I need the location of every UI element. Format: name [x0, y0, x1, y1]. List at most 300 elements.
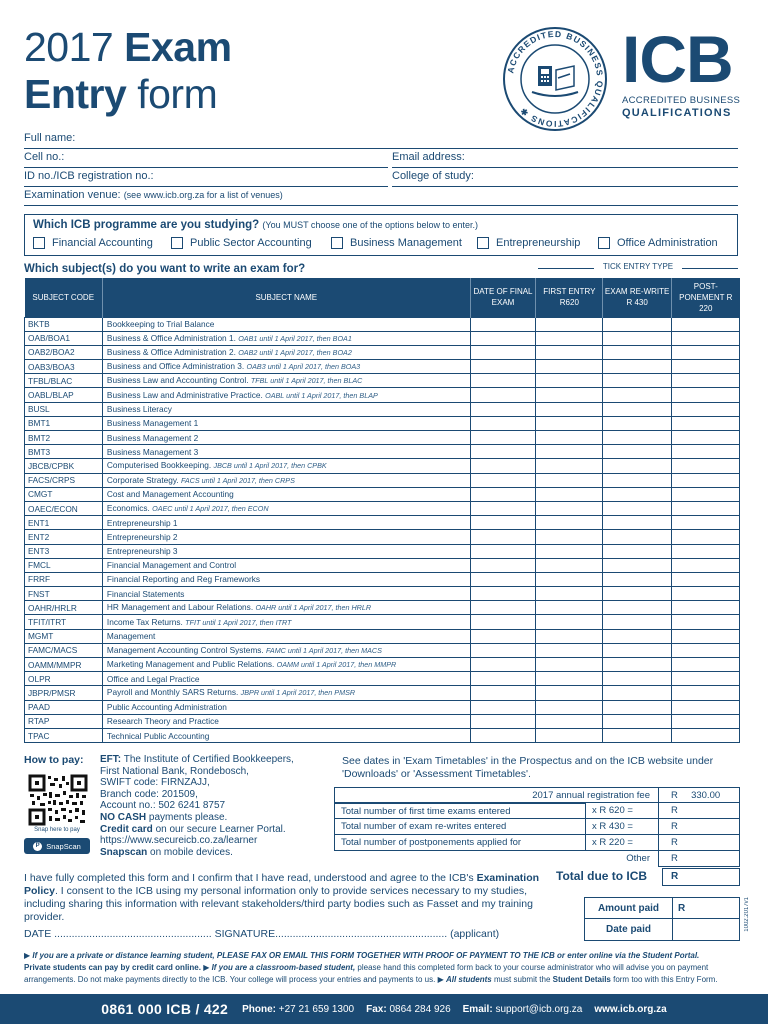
subject-name-cell [102, 672, 470, 686]
subject-code: ENT2 [25, 530, 103, 544]
exam-rewrite-tick-cell[interactable] [603, 501, 672, 515]
exam-rewrite-tick-cell[interactable] [603, 658, 672, 672]
exam-rewrite-tick-cell[interactable] [603, 331, 672, 345]
first-exams-rate: x R 620 = [586, 803, 658, 819]
subject-code: TPAC [25, 728, 103, 742]
date-of-final-exam-cell[interactable] [470, 416, 536, 430]
subject-name-cell [102, 445, 470, 459]
option-financial-accounting[interactable] [33, 237, 153, 249]
exam-rewrite-tick-cell[interactable] [603, 544, 672, 558]
table-row [25, 459, 740, 473]
first-entry-tick-cell[interactable] [536, 587, 603, 601]
subject-name-cell [102, 572, 470, 586]
subject-code-note: JBPR until 1 April 2017, then PMSR [240, 688, 356, 698]
first-entry-tick-cell[interactable] [536, 530, 603, 544]
date-of-final-exam-cell[interactable] [470, 473, 536, 487]
subject-name: Business Management 2 [106, 432, 199, 443]
other-total[interactable]: R [658, 851, 740, 867]
first-exams-total[interactable]: R [658, 803, 740, 819]
subject-name: Public Accounting Administration [106, 702, 227, 713]
subject-code: OAMM/MMPR [25, 658, 103, 672]
date-of-final-exam-cell[interactable] [470, 629, 536, 643]
postponements-total[interactable]: R [658, 835, 740, 851]
exam-rewrite-tick-cell[interactable] [603, 402, 672, 416]
postponement-tick-cell[interactable] [672, 501, 740, 515]
exam-rewrite-tick-cell[interactable] [603, 459, 672, 473]
table-row [25, 658, 740, 672]
subject-name-cell [102, 728, 470, 742]
exam-rewrite-tick-cell[interactable] [603, 445, 672, 459]
date-of-final-exam-cell[interactable] [470, 530, 536, 544]
postponement-tick-cell[interactable] [672, 402, 740, 416]
how-to-pay-title: How to pay: [24, 754, 84, 766]
first-entry-tick-cell[interactable] [536, 544, 603, 558]
subject-name-cell [102, 643, 470, 657]
exam-rewrite-tick-cell[interactable] [603, 374, 672, 388]
programme-note: (You MUST choose one of the options below to enter.) [262, 220, 479, 230]
option-entrepreneurship[interactable] [477, 237, 580, 249]
postponement-tick-cell[interactable] [672, 388, 740, 402]
exam-rewrite-tick-cell[interactable] [603, 416, 672, 430]
subject-name-cell [102, 331, 470, 345]
exam-rewrite-tick-cell[interactable] [603, 700, 672, 714]
postponement-tick-cell[interactable] [672, 473, 740, 487]
office-use-box [584, 897, 740, 941]
first-entry-tick-cell[interactable] [536, 360, 603, 374]
postponement-tick-cell[interactable] [672, 544, 740, 558]
exam-venue-field[interactable] [24, 186, 738, 206]
table-row [25, 629, 740, 643]
subject-name-cell [102, 374, 470, 388]
postponement-tick-cell[interactable] [672, 615, 740, 629]
annual-fee-value: 330.00 [691, 790, 721, 801]
subject-code: MGMT [25, 629, 103, 643]
date-of-final-exam-cell[interactable] [470, 331, 536, 345]
eft-line2: First National Bank, Rondebosch, [100, 765, 249, 777]
footer-website-link[interactable]: www.icb.org.za [594, 1003, 667, 1015]
first-entry-tick-cell[interactable] [536, 629, 603, 643]
date-of-final-exam-cell[interactable] [470, 672, 536, 686]
date-paid-field[interactable] [673, 919, 739, 940]
exam-venue-label: Examination venue: [24, 189, 121, 201]
subject-name: HR Management and Labour Relations. [106, 602, 254, 613]
exam-rewrite-tick-cell[interactable] [603, 587, 672, 601]
id-no-field[interactable] [24, 167, 388, 187]
subject-name: Business Management 1 [106, 418, 199, 429]
date-of-final-exam-cell[interactable] [470, 700, 536, 714]
subject-name: Business & Office Administration 1. [106, 332, 236, 343]
first-entry-tick-cell[interactable] [536, 317, 603, 331]
subject-code: ENT3 [25, 544, 103, 558]
footer-email-label: Email: [462, 1003, 493, 1015]
footer-bar [0, 994, 768, 1024]
subject-code: BKTB [25, 317, 103, 331]
subject-code-note: OAB1 until 1 April 2017, then BOA1 [238, 333, 352, 343]
subject-code-note: TFBL until 1 April 2017, then BLAC [250, 376, 363, 386]
postponement-tick-cell[interactable] [672, 345, 740, 359]
subject-code-note: TFIT until 1 April 2017, then ITRT [185, 617, 292, 627]
subject-name: Financial Statements [106, 588, 185, 599]
exam-rewrite-tick-cell[interactable] [603, 714, 672, 728]
subjects-question: Which subject(s) do you want to write an exam for? [24, 263, 306, 275]
subject-name: Corporate Strategy. [106, 474, 179, 485]
first-entry-tick-cell[interactable] [536, 402, 603, 416]
table-row [25, 416, 740, 430]
date-of-final-exam-cell[interactable] [470, 345, 536, 359]
footer-email-link[interactable]: support@icb.org.za [495, 1003, 583, 1015]
snapscan-rest: on mobile devices. [147, 846, 233, 858]
snapscan-button[interactable] [24, 838, 90, 854]
exam-rewrite-tick-cell[interactable] [603, 615, 672, 629]
amount-paid-label: Amount paid [585, 898, 673, 919]
subject-code: BMT3 [25, 445, 103, 459]
table-row [25, 530, 740, 544]
date-of-final-exam-cell[interactable] [470, 317, 536, 331]
subject-code: OLPR [25, 672, 103, 686]
first-entry-tick-cell[interactable] [536, 643, 603, 657]
postponement-tick-cell[interactable] [672, 572, 740, 586]
table-row [25, 558, 740, 572]
table-row [25, 345, 740, 359]
exam-rewrite-tick-cell[interactable] [603, 601, 672, 615]
annual-fee-label: 2017 annual registration fee [334, 787, 658, 803]
postponement-tick-cell[interactable] [672, 331, 740, 345]
checkbox[interactable] [171, 237, 183, 249]
date-signature-line[interactable]: DATE ...................................................... SIGNATURE........................................................... (applicant) [24, 928, 500, 940]
college-label: College of study: [392, 170, 474, 182]
arrow-icon: ▶ [203, 963, 212, 972]
first-entry-tick-cell[interactable] [536, 331, 603, 345]
date-paid-label: Date paid [585, 919, 673, 940]
subject-code: TFBL/BLAC [25, 374, 103, 388]
exam-rewrite-tick-cell[interactable] [603, 487, 672, 501]
table-row [25, 544, 740, 558]
date-of-final-exam-cell[interactable] [470, 601, 536, 615]
see-dates-line1: See dates in 'Exam Timetables' in the Prospectus and on the ICB website under [342, 755, 714, 767]
cell-no-label: Cell no.: [24, 151, 65, 163]
postponement-tick-cell[interactable] [672, 686, 740, 700]
date-of-final-exam-cell[interactable] [470, 388, 536, 402]
first-entry-tick-cell[interactable] [536, 501, 603, 515]
subject-name-cell [102, 516, 470, 530]
subject-code-note: OABL until 1 April 2017, then BLAP [265, 390, 378, 400]
exam-rewrite-tick-cell[interactable] [603, 572, 672, 586]
first-entry-tick-cell[interactable] [536, 388, 603, 402]
exam-rewrite-tick-cell[interactable] [603, 317, 672, 331]
table-row [25, 572, 740, 586]
option-public-sector-accounting[interactable] [171, 237, 312, 249]
note3-bold2: Student Details [552, 975, 611, 984]
date-of-final-exam-cell[interactable] [470, 558, 536, 572]
subject-name-cell [102, 587, 470, 601]
subject-name-cell [102, 459, 470, 473]
snapscan-label: SnapScan [46, 841, 81, 851]
first-entry-tick-cell[interactable] [536, 572, 603, 586]
date-of-final-exam-cell[interactable] [470, 658, 536, 672]
date-of-final-exam-cell[interactable] [470, 643, 536, 657]
date-of-final-exam-cell[interactable] [470, 459, 536, 473]
subject-name: Entrepreneurship 2 [106, 531, 178, 542]
footer-phone-big: 0861 000 ICB / 422 [101, 1001, 229, 1017]
subject-name-cell [102, 686, 470, 700]
postponement-tick-cell[interactable] [672, 643, 740, 657]
postponements-rate: x R 220 = [586, 835, 658, 851]
table-row [25, 587, 740, 601]
subject-name: Business Literacy [106, 404, 172, 415]
table-row [25, 643, 740, 657]
programme-question-text: Which ICB programme are you studying? [33, 219, 260, 231]
postponement-tick-cell[interactable] [672, 374, 740, 388]
subjects-table [24, 278, 740, 743]
subject-name-cell [102, 360, 470, 374]
subject-code-note: FACS until 1 April 2017, then CRPS [181, 475, 295, 485]
table-row [25, 728, 740, 742]
date-of-final-exam-cell[interactable] [470, 615, 536, 629]
postponement-tick-cell[interactable] [672, 516, 740, 530]
footer-fax-label: Fax: [366, 1003, 387, 1015]
first-entry-tick-cell[interactable] [536, 416, 603, 430]
rewrites-total[interactable]: R [658, 819, 740, 835]
subject-name: Financial Reporting and Reg Frameworks [106, 574, 261, 585]
first-entry-tick-cell[interactable] [536, 459, 603, 473]
subject-code: FMCL [25, 558, 103, 572]
table-row [25, 473, 740, 487]
note3-bold: All students [445, 975, 492, 984]
date-of-final-exam-cell[interactable] [470, 374, 536, 388]
checkbox[interactable] [477, 237, 489, 249]
arrow-icon: ▶ [437, 975, 446, 984]
subject-code: OAB2/BOA2 [25, 345, 103, 359]
first-entry-tick-cell[interactable] [536, 374, 603, 388]
checkbox[interactable] [598, 237, 610, 249]
table-row [25, 686, 740, 700]
subject-name-cell [102, 714, 470, 728]
first-entry-tick-cell[interactable] [536, 445, 603, 459]
postponement-tick-cell[interactable] [672, 530, 740, 544]
postponement-tick-cell[interactable] [672, 416, 740, 430]
first-entry-tick-cell[interactable] [536, 658, 603, 672]
annual-fee-amount [658, 787, 740, 803]
postponement-tick-cell[interactable] [672, 487, 740, 501]
checkbox[interactable] [33, 237, 45, 249]
subject-name: Cost and Management Accounting [106, 489, 234, 500]
arrow-icon: ▶ [24, 951, 33, 960]
exam-rewrite-tick-cell[interactable] [603, 629, 672, 643]
exam-rewrite-tick-cell[interactable] [603, 516, 672, 530]
tick-entry-type-label: TICK ENTRY TYPE [602, 262, 674, 271]
page-title-line2 [24, 72, 217, 116]
option-business-management[interactable] [331, 237, 462, 249]
subject-name: Management Accounting Control Systems. [106, 644, 264, 655]
date-of-final-exam-cell[interactable] [470, 501, 536, 515]
postponement-tick-cell[interactable] [672, 558, 740, 572]
note2-bold2: If you are a classroom-based student, [211, 963, 356, 972]
email-field[interactable] [392, 148, 738, 168]
table-row [25, 516, 740, 530]
note1: If you are a private or distance learning student, PLEASE FAX OR EMAIL THIS FORM TOGETHER WITH PROOF OF PAYMENT TO THE ICB or enter online via the Student Portal. [32, 951, 700, 960]
table-row [25, 402, 740, 416]
eft-line1: The Institute of Certified Bookkeepers, [123, 754, 294, 765]
col-subject-code: SUBJECT CODE [25, 278, 103, 317]
subject-name: Business & Office Administration 2. [106, 346, 236, 357]
subject-code: RTAP [25, 714, 103, 728]
snapscan-qr-code[interactable] [28, 774, 88, 826]
note2-rest: please hand this completed form back to your course administrator who will advise you on payment arrangements. Do not make payments directly to the ICB. Your college will process your entries and payments to us. [24, 963, 709, 984]
amount-paid-field[interactable]: R [673, 898, 739, 919]
table-row [25, 487, 740, 501]
col-date-final-exam: DATE OF FINAL EXAM [470, 278, 536, 317]
subject-name: Technical Public Accounting [106, 730, 210, 741]
date-of-final-exam-cell[interactable] [470, 487, 536, 501]
exam-rewrite-tick-cell[interactable] [603, 672, 672, 686]
id-no-label: ID no./ICB registration no.: [24, 170, 154, 182]
postponement-tick-cell[interactable] [672, 672, 740, 686]
subject-name-cell [102, 558, 470, 572]
exam-rewrite-tick-cell[interactable] [603, 360, 672, 374]
snap-here-to-pay: Snap here to pay [34, 827, 80, 833]
exam-rewrite-tick-cell[interactable] [603, 728, 672, 742]
exam-rewrite-tick-cell[interactable] [603, 558, 672, 572]
eft-line5: Account no.: 502 6241 8757 [100, 800, 226, 812]
first-entry-tick-cell[interactable] [536, 672, 603, 686]
subject-name-cell [102, 615, 470, 629]
other-label: Other [626, 853, 650, 864]
subject-name-cell [102, 629, 470, 643]
no-cash-rest: payments please. [146, 811, 228, 823]
subject-code: FAMC/MACS [25, 643, 103, 657]
date-of-final-exam-cell[interactable] [470, 445, 536, 459]
postponement-tick-cell[interactable] [672, 445, 740, 459]
subject-code: ENT1 [25, 516, 103, 530]
postponement-tick-cell[interactable] [672, 728, 740, 742]
note2-bold: Private students can pay by credit card online. [24, 963, 201, 972]
full-name-label: Full name: [24, 132, 76, 144]
note3-rest: form too with this Entry Form. [610, 975, 718, 984]
date-of-final-exam-cell[interactable] [470, 516, 536, 530]
col-exam-rewrite: EXAM RE-WRITE R 430 [603, 278, 672, 317]
programme-box [24, 214, 738, 256]
date-of-final-exam-cell[interactable] [470, 728, 536, 742]
first-entry-tick-cell[interactable] [536, 700, 603, 714]
see-dates-line2: 'Downloads' or 'Assessment Timetables'. [342, 768, 531, 780]
date-of-final-exam-cell[interactable] [470, 402, 536, 416]
date-of-final-exam-cell[interactable] [470, 714, 536, 728]
note3-mid: must submit the [491, 975, 553, 984]
subject-code: CMGT [25, 487, 103, 501]
email-label: Email address: [392, 151, 465, 163]
exam-rewrite-tick-cell[interactable] [603, 431, 672, 445]
subject-name: Entrepreneurship 3 [106, 546, 178, 557]
subject-name: Business Management 3 [106, 446, 199, 457]
table-row [25, 672, 740, 686]
postponement-tick-cell[interactable] [672, 658, 740, 672]
exam-rewrite-tick-cell[interactable] [603, 530, 672, 544]
exam-rewrite-tick-cell[interactable] [603, 473, 672, 487]
learner-portal-link[interactable]: https://www.secureicb.co.za/learner [100, 835, 258, 847]
first-exams-label: Total number of first time exams entered [334, 803, 586, 819]
subject-name-cell [102, 402, 470, 416]
postponement-tick-cell[interactable] [672, 317, 740, 331]
subject-code-note: OAMM until 1 April 2017, then MMPR [276, 660, 397, 670]
subject-code: OAHR/HRLR [25, 601, 103, 615]
option-label: Business Management [350, 237, 462, 249]
date-of-final-exam-cell[interactable] [470, 686, 536, 700]
subject-name-cell [102, 431, 470, 445]
first-entry-tick-cell[interactable] [536, 487, 603, 501]
college-field[interactable] [392, 167, 738, 187]
first-entry-tick-cell[interactable] [536, 686, 603, 700]
first-entry-tick-cell[interactable] [536, 558, 603, 572]
table-row [25, 601, 740, 615]
option-label: Public Sector Accounting [190, 237, 312, 249]
postponement-tick-cell[interactable] [672, 587, 740, 601]
first-entry-tick-cell[interactable] [536, 345, 603, 359]
consent-text-1: I have fully completed this form and I confirm that I have read, understood and agree to the ICB's [24, 872, 477, 884]
subject-code: PAAD [25, 700, 103, 714]
subject-name: Computerised Bookkeeping. [106, 460, 212, 471]
col-first-entry: FIRST ENTRY R620 [536, 278, 603, 317]
subject-code: TFIT/ITRT [25, 615, 103, 629]
first-entry-tick-cell[interactable] [536, 714, 603, 728]
postponement-tick-cell[interactable] [672, 360, 740, 374]
exam-rewrite-tick-cell[interactable] [603, 388, 672, 402]
first-entry-tick-cell[interactable] [536, 431, 603, 445]
postponement-tick-cell[interactable] [672, 459, 740, 473]
exam-rewrite-tick-cell[interactable] [603, 345, 672, 359]
logo-subtitle-1: ACCREDITED BUSINESS [622, 95, 741, 106]
first-entry-tick-cell[interactable] [536, 516, 603, 530]
date-of-final-exam-cell[interactable] [470, 431, 536, 445]
postponement-tick-cell[interactable] [672, 601, 740, 615]
postponement-tick-cell[interactable] [672, 431, 740, 445]
postponement-tick-cell[interactable] [672, 714, 740, 728]
programme-question [33, 219, 478, 231]
subject-code-note: JBCB until 1 April 2017, then CPBK [213, 461, 327, 471]
total-due-field[interactable]: R [662, 868, 740, 886]
date-of-final-exam-cell[interactable] [470, 360, 536, 374]
subject-name: Business Law and Administrative Practice. [106, 389, 263, 400]
date-of-final-exam-cell[interactable] [470, 572, 536, 586]
table-row [25, 445, 740, 459]
eft-label: EFT: [100, 754, 122, 765]
subject-name: Business and Office Administration 3. [106, 361, 245, 372]
icb-logo: ICB [622, 22, 733, 96]
cell-no-field[interactable] [24, 148, 388, 168]
subject-code: BUSL [25, 402, 103, 416]
checkbox[interactable] [331, 237, 343, 249]
postponement-tick-cell[interactable] [672, 700, 740, 714]
date-of-final-exam-cell[interactable] [470, 587, 536, 601]
subject-name-cell [102, 658, 470, 672]
exam-rewrite-tick-cell[interactable] [603, 686, 672, 700]
table-header-row [25, 278, 740, 317]
full-name-field[interactable] [24, 129, 738, 149]
no-cash-label: NO CASH [100, 811, 147, 823]
option-office-administration[interactable] [598, 237, 718, 249]
first-entry-tick-cell[interactable] [536, 473, 603, 487]
snapscan-icon: P [33, 842, 42, 851]
postponements-label: Total number of postponements applied for [334, 835, 586, 851]
first-entry-tick-cell[interactable] [536, 601, 603, 615]
postponement-tick-cell[interactable] [672, 629, 740, 643]
eft-details [100, 754, 294, 858]
subject-name-cell [102, 700, 470, 714]
exam-rewrite-tick-cell[interactable] [603, 643, 672, 657]
first-entry-tick-cell[interactable] [536, 615, 603, 629]
date-of-final-exam-cell[interactable] [470, 544, 536, 558]
eft-line4: Branch code: 201509, [100, 788, 198, 800]
first-entry-tick-cell[interactable] [536, 728, 603, 742]
